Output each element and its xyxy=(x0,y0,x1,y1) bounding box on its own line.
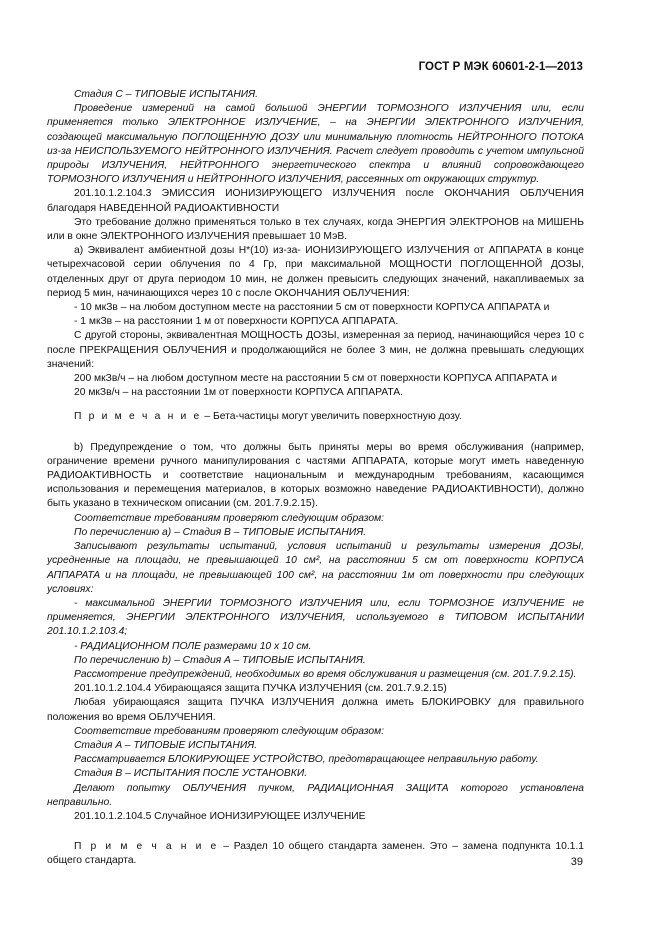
paragraph: 20 мкЗв/ч – на расстоянии 1м от поверхности КОРПУСА АППАРАТА. xyxy=(74,387,403,399)
paragraph: Делают попытку ОБЛУЧЕНИЯ пучком, РАДИАЦИОННАЯ ЗАЩИТА которого установлена неправильно. xyxy=(47,782,584,808)
note-label: П р и м е ч а н и е xyxy=(74,841,219,853)
standard-header: ГОСТ Р МЭК 60601-2-1—2013 xyxy=(418,61,583,73)
paragraph: Записывают результаты испытаний, условия испытаний и результаты измерения ДОЗЫ, усредненные на площади, не превышающей 10 см², на расстоянии 5 см от поверхности КОРПУСА АППАРАТА и на площади, не превышающей 100 см², на расстоянии 1м от поверхности при следующих условиях: xyxy=(47,541,584,595)
paragraph: - 1 мкЗв – на расстоянии 1 м от поверхности КОРПУСА АППАРАТА. xyxy=(74,316,399,328)
paragraph: Любая убирающаяся защита ПУЧКА ИЗЛУЧЕНИЯ должна иметь БЛОКИРОВКУ для правильного положения во время ОБЛУЧЕНИЯ. xyxy=(47,697,584,723)
paragraph: Соответствие требованиям проверяют следующим образом: xyxy=(74,512,385,524)
paragraph: С другой стороны, эквивалентная МОЩНОСТЬ ДОЗЫ, измеренная за период, начинающийся через 10 с после ПРЕКРАЩЕНИЯ ОБЛУЧЕНИЯ и продолжающийся не более 3 мин, не должна превышать следующих значений: xyxy=(47,330,584,370)
note-label: П р и м е ч а н и е xyxy=(74,411,202,423)
paragraph: 201.10.1.2.104.3 ЭМИССИЯ ИОНИЗИРУЮЩЕГО ИЗЛУЧЕНИЯ после ОКОНЧАНИЯ ОБЛУЧЕНИЯ благодаря НАВЕДЕННОЙ РАДИОАКТИВНОСТИ xyxy=(47,188,584,214)
paragraph: Соответствие требованиям проверяют следующим образом: xyxy=(74,725,385,737)
paragraph: а) Эквивалент амбиентной дозы H*(10) из-за- ИОНИЗИРУЮЩЕГО ИЗЛУЧЕНИЯ от АППАРАТА в конце четырехчасовой серии облучения по 4 Гр, при максимальной МОЩНОСТИ ПОГЛОЩЕННОЙ ДОЗЫ, отделенных друг от друга периодом 10 мин, не должен превысить следующих значений, накапливаемых за период 5 мин, начинающихся через 10 с после ОКОНЧАНИЯ ОБЛУЧЕНИЯ: xyxy=(47,245,584,299)
paragraph: 201.10.1.2.104.5 Случайное ИОНИЗИРУЮЩЕЕ ИЗЛУЧЕНИЕ xyxy=(74,810,366,822)
paragraph: - максимальной ЭНЕРГИИ ТОРМОЗНОГО ИЗЛУЧЕНИЯ или, если ТОРМОЗНОЕ ИЗЛУЧЕНИЕ не применяется, ЭНЕРГИИ ЭЛЕКТРОННОГО ИЗЛУЧЕНИЯ, используемого в ТИПОВОМ ИСПЫТАНИИ 201.10.1.2.103.4; xyxy=(47,597,584,638)
paragraph: b) Предупреждение о том, что должны быть приняты меры во время обслуживания (например, ограничение времени ручного манипулирования с частями АППАРАТА, которые могут иметь наведенную РАДИОАКТИВНОСТЬ и соответствие национальным и международным требованиям, касающимся использования и перемещения материалов, в которых возможно наведение РАДИОАКТИВНОСТИ), должно быть указано в техническом описании (см. 201.7.9.2.15). xyxy=(47,441,584,510)
paragraph: Проведение измерений на самой большой ЭНЕРГИИ ТОРМОЗНОГО ИЗЛУЧЕНИЯ или, если применяется только ЭЛЕКТРОННОЕ ИЗЛУЧЕНИЕ, – на ЭНЕРГИИ ЭЛЕКТРОННОГО ИЗЛУЧЕНИЯ, создающей максимальную ПОГЛОЩЕННУЮ ДОЗУ или минимальную плотность НЕЙТРОННОГО ПОТОКА из-за НЕИСПОЛЬЗУЕМОГО НЕЙТРОННОГО ИЗЛУЧЕНИЯ. Расчет следует проводить с учетом импульсной природы ИЗЛУЧЕНИЯ, НЕЙТРОННОГО энергетического спектра и влияний сопровождающего ТОРМОЗНОГО ИЗЛУЧЕНИЯ и НЕЙТРОННОГО ИЗЛУЧЕНИЯ, рассеянных от окружающих структур. xyxy=(47,103,584,186)
paragraph: Рассматривается БЛОКИРУЮЩЕЕ УСТРОЙСТВО, предотвращающее неправильную работу. xyxy=(74,754,539,766)
paragraph: Стадия C – ТИПОВЫЕ ИСПЫТАНИЯ. xyxy=(74,89,259,100)
paragraph: - РАДИАЦИОННОМ ПОЛЕ размерами 10 х 10 см. xyxy=(74,640,312,652)
note-text: – Бета-частицы могут увеличить поверхностную дозу. xyxy=(201,411,462,423)
paragraph: 201.10.1.2.104.4 Убирающаяся защита ПУЧКА ИЗЛУЧЕНИЯ (см. 201.7.9.2.15) xyxy=(74,683,447,695)
paragraph: Рассмотрение предупреждений, необходимых во время обслуживания и размещения (см. 201.7.9.2.15). xyxy=(74,668,577,680)
note-text: – Раздел 10 общего стандарта заменен. Это – замена подпункта 10.1.1 общего стандарта. xyxy=(47,841,584,867)
paragraph: Это требование должно применяться только в тех случаях, когда ЭНЕРГИЯ ЭЛЕКТРОНОВ на МИШЕНЬ или в окне ЭЛЕКТРОННОГО ИЗЛУЧЕНИЯ превышает 10 МэВ. xyxy=(47,216,584,243)
paragraph: По перечислению b) – Стадия A – ТИПОВЫЕ ИСПЫТАНИЯ. xyxy=(74,654,366,666)
note-paragraph xyxy=(47,410,584,424)
paragraph: Стадия B – ИСПЫТАНИЯ ПОСЛЕ УСТАНОВКИ. xyxy=(74,768,308,780)
paragraph: По перечислению a) – Стадия B – ТИПОВЫЕ ИСПЫТАНИЯ. xyxy=(74,526,367,538)
document-body xyxy=(47,88,584,869)
page-number: 39 xyxy=(570,856,583,868)
paragraph: Стадия A – ТИПОВЫЕ ИСПЫТАНИЯ. xyxy=(74,739,258,751)
paragraph: 200 мкЗв/ч – на любом доступном месте на расстоянии 5 см от поверхности КОРПУСА АППАРАТА и xyxy=(74,373,557,385)
paragraph: - 10 мкЗв – на любом доступном месте на расстоянии 5 см от поверхности КОРПУСА АППАРАТА и xyxy=(74,302,550,314)
note-paragraph xyxy=(47,840,584,868)
